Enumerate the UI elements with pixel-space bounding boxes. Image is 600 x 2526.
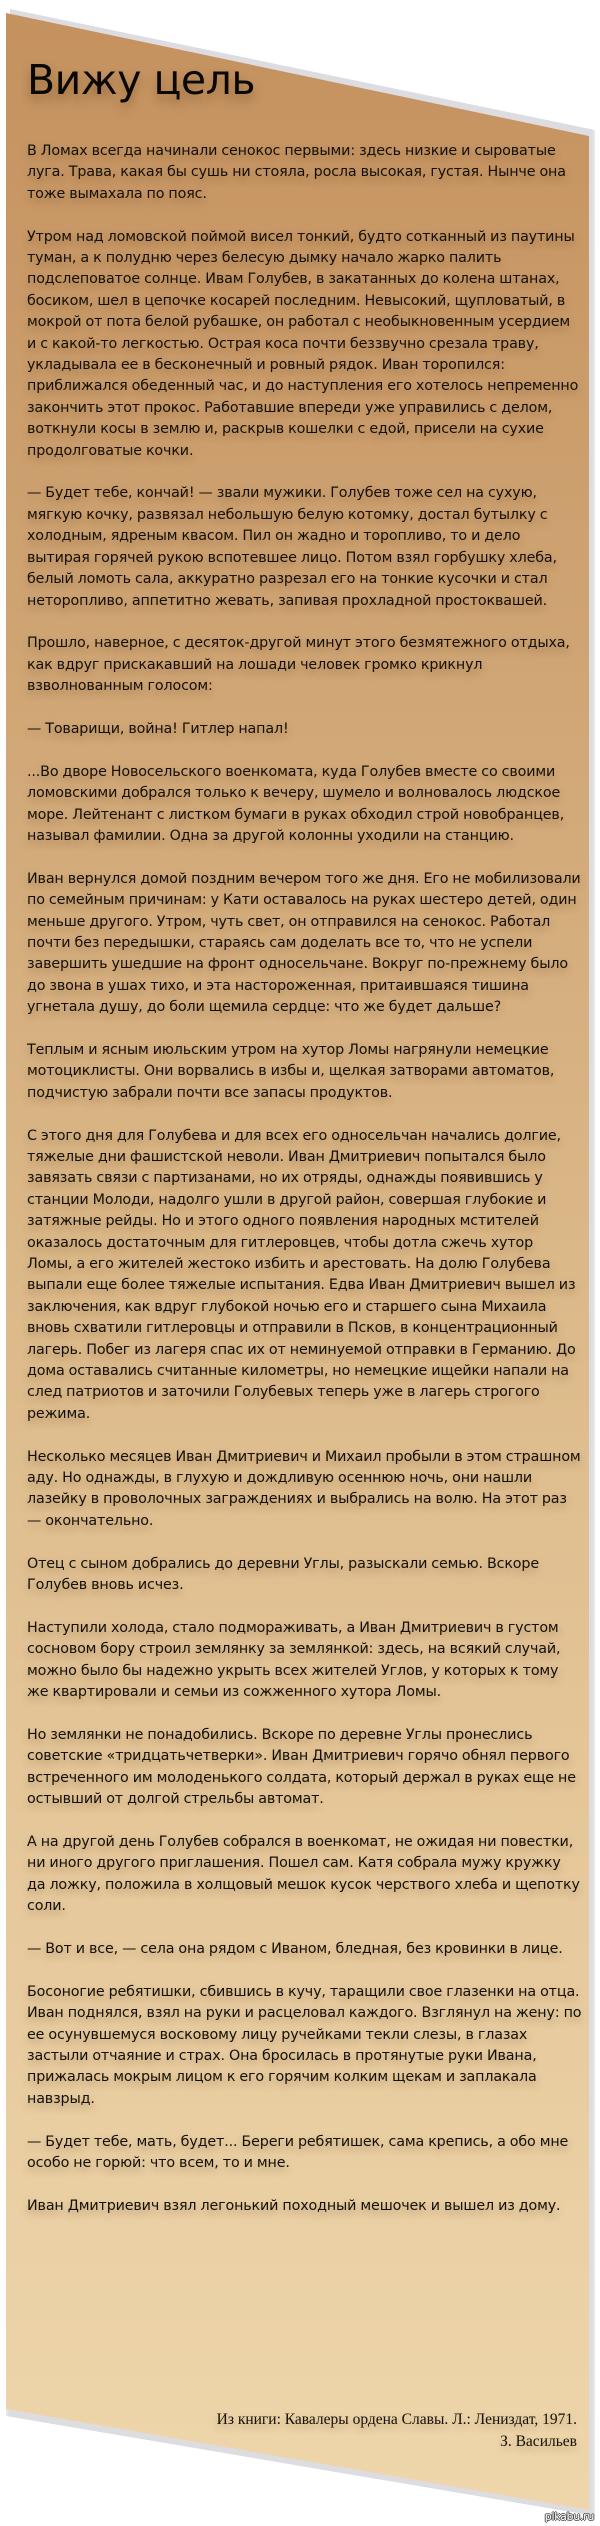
paragraph: — Будет тебе, кончай! — звали мужики. Голубев тоже сел на сухую, мягкую кочку, развязал небольшую белую котомку, достал бутылку с холодным, ядреным квасом. Пил он жадно и торопливо, то и дело вытирая горячей рукою вспотевшее лицо. Потом взял горбушку хлеба, белый ломоть сала, аккуратно разрезал его на тонкие кусочки и стал неторопливо, аппетитно жевать, запивая прохладной простоквашей. <box>27 485 557 609</box>
paragraph: Босоногие ребятишки, сбившись в кучу, таращили свое глазенки на отца. Иван поднялся, взял на руки и расцеловал каждого. Взглянул на жену: по ее осунувшемуся восковому лицу ручейками текли слезы, в глазах застыли отчаяние и страх. Она бросилась в протянутые руки Ивана, прижалась мокрым лицом к его горячим колким щекам и заплакала навзрыд. <box>27 1983 582 2107</box>
paragraph: В Ломах всегда начинали сенокос первыми: здесь низкие и сыроватые луга. Трава, какая бы сушь ни стояла, росла высокая, густая. Нынче она тоже вымахала по пояс. <box>27 143 566 202</box>
article-body <box>27 141 582 2239</box>
paragraph: ...Во дворе Новосельского военкомата, куда Голубев вместе со своими ломовскими добрался только к вечеру, шумело и волновалось людское море. Лейтенант с листком бумаги в руках обходил строй новобранцев, называл фамилии. Одна за другой колонны уходили на станцию. <box>27 763 565 844</box>
paragraph: Утром над ломовской поймой висел тонкий, будто сотканный из паутины туман, а к полудню через белесую дымку начало жарко палить подслеповатое солнце. Ивам Голубев, в закатанных до колена штанах, босиком, шел в цепочке косарей последним. Невысокий, щупловатый, в мокрой от пота белой рубашке, он работал с необыкновенным усердием и с какой-то легкостью. Острая коса почти беззвучно срезала траву, укладывала ее в бесконечный и ровный рядок. Иван торопился: приближался обеденный час, и до наступления его хотелось непременно закончить этот прокос. Работавшие впереди уже управились с делом, воткнули косы в землю и, раскрыв кошелки с едой, присели на сухие продолговатые кочки. <box>27 228 579 459</box>
paragraph: С этого дня для Голубева и для всех его односельчан начались долгие, тяжелые дни фашистской неволи. Иван Дмитриевич попытался было завязать связи с партизанами, но их отряды, однажды появившись у станции Молоди, надолго ушли в другой район, совершая глубокие и затяжные рейды. Но и этого одного появления народных мстителей оказалось достаточным для гитлеровцев, чтобы дотла сжечь хутор Ломы, а его жителей жестоко избить и арестовать. На долю Голубева выпали еще более тяжелые испытания. Едва Иван Дмитриевич вышел из заключения, как вдруг глубокой ночью его и старшего сына Михаила вновь схватили гитлеровцы и отправили в Псков, в концентрационный лагерь. Побег из лагеря спас их от неминуемой отправки в Германию. До дома оставались считанные километры, но немецкие ищейки напали на след патриотов и заточили Голубевых теперь уже в лагерь строгого режима. <box>27 1127 576 1422</box>
paragraph: Иван Дмитриевич взял легонький походный мешочек и вышел из дому. <box>27 2197 561 2214</box>
paragraph: Теплым и ясным июльским утром на хутор Ломы нагрянули немецкие мотоциклисты. Они ворвались в избы и, щелкая затворами автоматов, подчистую забрали почти все запасы продуктов. <box>27 1041 555 1101</box>
citation-author: З. Васильев <box>500 2433 577 2450</box>
paragraph: Отец с сыном добрались до деревни Углы, разыскали семью. Вскоре Голубев вновь исчез. <box>27 1555 539 1594</box>
watermark: pikabu.ru <box>544 2510 594 2523</box>
paragraph: Иван вернулся домой поздним вечером того же дня. Его не мобилизовали по семейным причинам: у Кати оставалось на руках шестеро детей, один меньше другого. Утром, чуть свет, он отправился на сенокос. Работал почти без передышки, стараясь сам доделать все то, что не успели завершить ушедшие на фронт односельчане. Вокруг по-прежнему было до звона в ушах тихо, и эта настороженная, притаившаяся тишина угнетала душу, до боли щемила сердце: что же будет дальше? <box>27 870 581 1016</box>
paragraph: Прошло, наверное, с десяток-другой минут этого безмятежного отдыха, как вдруг прискакавший на лошади человек громко крикнул взволнованным голосом: <box>27 635 570 695</box>
paragraph: Несколько месяцев Иван Дмитриевич и Михаил пробыли в этом страшном аду. Но однажды, в глухую и дождливую осеннюю ночь, они нашли лазейку в проволочных заграждениях и выбрались на волю. На этот раз — окончательно. <box>27 1448 581 1529</box>
citation <box>217 2409 577 2453</box>
paragraph: — Вот и все, — села она рядом с Иваном, бледная, без кровинки в лице. <box>27 1940 563 1957</box>
article-title: Вижу цель <box>27 56 256 104</box>
paragraph: Но землянки не понадобились. Вскоре по деревне Углы пронеслись советские «тридцатьчетверки». Иван Дмитриевич горячо обнял первого встреченного им молоденького солдата, который держал в руках еще не остывший от долгой стрельбы автомат. <box>27 1726 576 1808</box>
paragraph: — Товарищи, война! Гитлер напал! <box>27 720 289 737</box>
paragraph: Наступили холода, стало подмораживать, а Иван Дмитриевич в густом сосновом бору строил землянку за землянкой: здесь, на всякий случай, можно было бы надежно укрыть всех жителей Углов, у которых к тому же квартировали и семьи из сожженного хутора Ломы. <box>27 1619 561 1701</box>
citation-source: Из книги: Кавалеры ордена Славы. Л.: Лениздат, 1971. <box>216 2411 577 2428</box>
paragraph: А на другой день Голубев собрался в военкомат, не ожидая ни повестки, ни иного другого приглашения. Пошел сам. Катя собрала мужу кружку да ложку, положила в холщовый мешок кусок черствого хлеба и щепотку соли. <box>27 1833 580 1915</box>
paragraph: — Будет тебе, мать, будет... Береги ребятишек, сама крепись, а обо мне особо не горюй: что всем, то и мне. <box>27 2133 569 2171</box>
